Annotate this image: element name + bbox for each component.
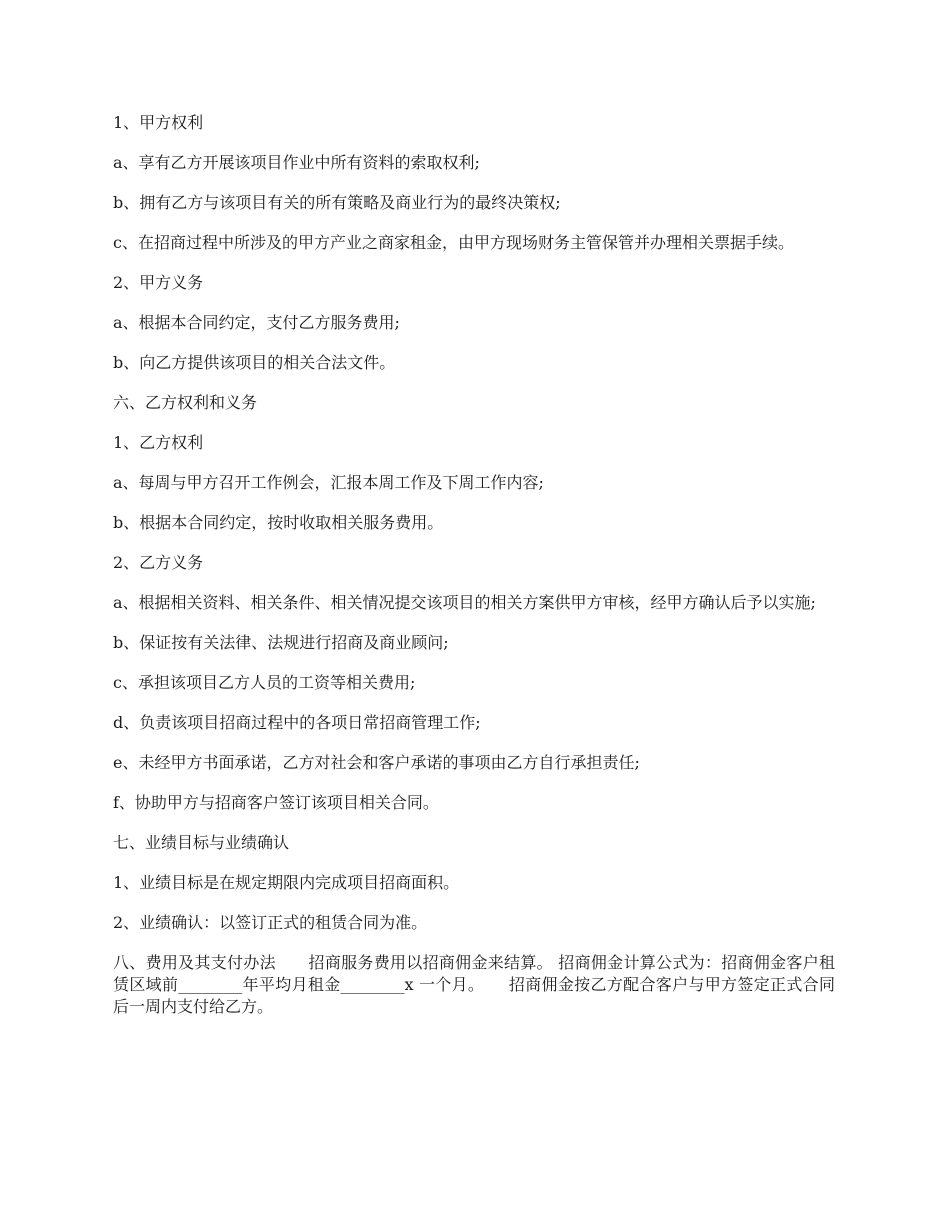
clause-a-rights-a: a、享有乙方开展该项目作业中所有资料的索取权利; (113, 153, 480, 172)
clause-b-obligations-d: d、负责该项目招商过程中的各项日常招商管理工作; (113, 713, 481, 732)
section-heading-party-a-rights: 1、甲方权利 (113, 113, 204, 132)
clause-b-rights-a: a、每周与甲方召开工作例会，汇报本周工作及下周工作内容; (113, 473, 544, 492)
section-heading-party-b-obligations: 2、乙方义务 (113, 553, 204, 572)
section-eight-fees: 八、费用及其支付办法 招商服务费用以招商佣金来结算。 招商佣金计算公式为：招商佣金客户租赁区域前________年平均月租金________x 一个月。 招商佣金按乙方配合客户与甲方签定正式合同后一周内支付给乙方。 (113, 953, 835, 1016)
clause-a-obligations-b: b、向乙方提供该项目的相关合法文件。 (113, 353, 396, 372)
clause-b-obligations-a: a、根据相关资料、相关条件、相关情况提交该项目的相关方案供甲方审核，经甲方确认后予以实施; (113, 593, 816, 612)
clause-b-obligations-c: c、承担该项目乙方人员的工资等相关费用; (113, 673, 416, 692)
clause-b-obligations-e: e、未经甲方书面承诺，乙方对社会和客户承诺的事项由乙方自行承担责任; (113, 753, 640, 772)
clause-b-rights-b: b、根据本合同约定，按时收取相关服务费用。 (113, 513, 444, 532)
clause-a-rights-c: c、在招商过程中所涉及的甲方产业之商家租金，由甲方现场财务主管保管并办理相关票据手续。 (113, 233, 794, 252)
clause-performance-target: 1、业绩目标是在规定期限内完成项目招商面积。 (113, 873, 460, 892)
section-heading-party-a-obligations: 2、甲方义务 (113, 273, 204, 292)
clause-a-obligations-a: a、根据本合同约定，支付乙方服务费用; (113, 313, 400, 332)
document-page (113, 112, 835, 1036)
clause-b-obligations-b: b、保证按有关法律、法规进行招商及商业顾问; (113, 633, 449, 652)
clause-performance-confirmation: 2、业绩确认：以签订正式的租赁合同为准。 (113, 913, 428, 932)
clause-a-rights-b: b、拥有乙方与该项目有关的所有策略及商业行为的最终决策权; (113, 193, 561, 212)
clause-b-obligations-f: f、协助甲方与招商客户签订该项目相关合同。 (113, 793, 439, 812)
section-heading-seven: 七、业绩目标与业绩确认 (113, 833, 290, 852)
section-heading-party-b-rights: 1、乙方权利 (113, 433, 204, 452)
section-heading-six: 六、乙方权利和义务 (113, 393, 258, 412)
